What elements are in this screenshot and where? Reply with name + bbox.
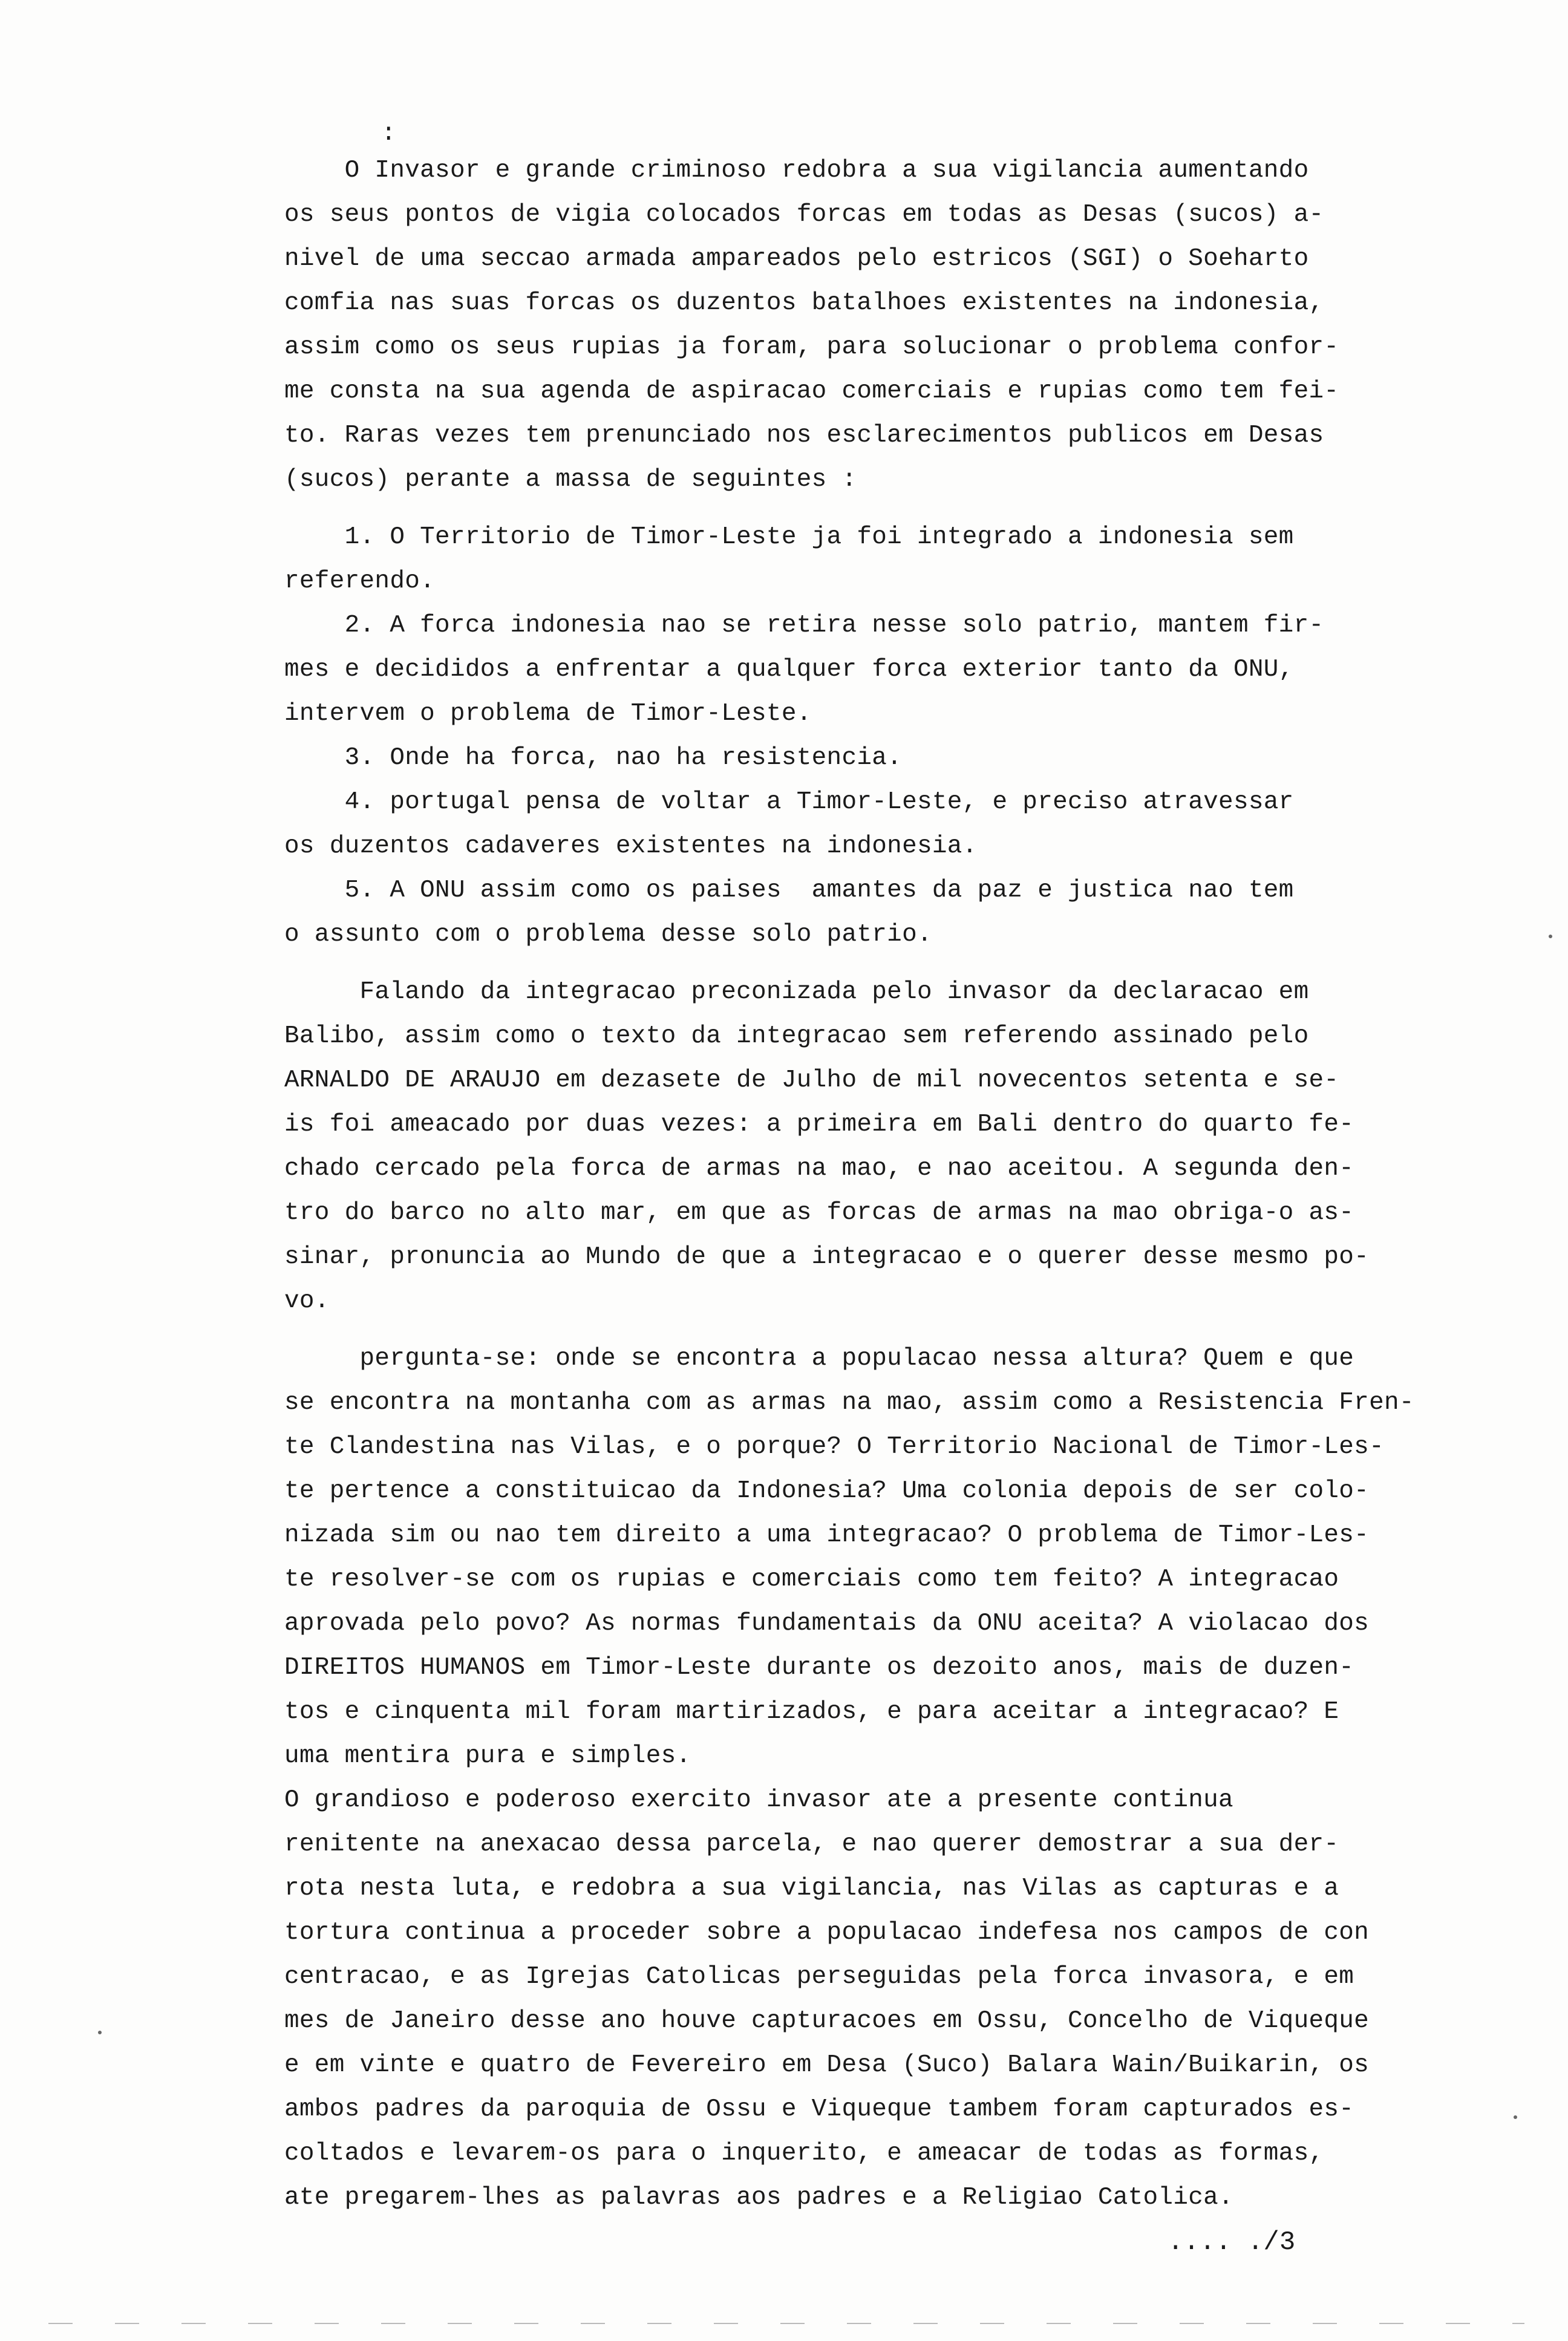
text-line: uma mentira pura e simples. xyxy=(284,1742,691,1770)
text-line: 5. A ONU assim como os paises amantes da paz e justica nao tem xyxy=(284,877,1294,904)
text-line: centracao, e as Igrejas Catolicas perseguidas pela forca invasora, e em xyxy=(284,1963,1354,1991)
text-line: O grandioso e poderoso exercito invasor ate a presente continua xyxy=(284,1786,1233,1814)
colon-marker: : xyxy=(381,120,396,148)
scan-edge-noise xyxy=(48,2323,1524,2324)
page-continuation-marker: .... ./3 xyxy=(1168,2227,1296,2258)
text-line: 3. Onde ha forca, nao ha resistencia. xyxy=(284,744,903,772)
text-line: mes e decididos a enfrentar a qualquer forca exterior tanto da ONU, xyxy=(284,656,1294,684)
text-line: rota nesta luta, e redobra a sua vigilancia, nas Vilas as capturas e a xyxy=(284,1875,1339,1902)
text-line: assim como os seus rupias ja foram, para solucionar o problema confor- xyxy=(284,333,1339,361)
paragraph-gap xyxy=(284,502,1422,515)
text-line: tos e cinquenta mil foram martirizados, e para aceitar a integracao? E xyxy=(284,1698,1339,1726)
text-line: ate pregarem-lhes as palavras aos padres e a Religiao Catolica. xyxy=(284,2184,1233,2212)
text-line: mes de Janeiro desse ano houve capturacoes em Ossu, Concelho de Viqueque xyxy=(284,2007,1370,2035)
text-line: 2. A forca indonesia nao se retira nesse solo patrio, mantem fir- xyxy=(284,612,1324,639)
text-line: is foi ameacado por duas vezes: a primeira em Bali dentro do quarto fe- xyxy=(284,1111,1354,1138)
text-line: intervem o problema de Timor-Leste. xyxy=(284,700,812,728)
text-line: os duzentos cadaveres existentes na indonesia. xyxy=(284,832,978,860)
text-line: coltados e levarem-os para o inquerito, e ameacar de todas as formas, xyxy=(284,2140,1324,2167)
text-line: te pertence a constituicao da Indonesia? Uma colonia depois de ser colo- xyxy=(284,1477,1370,1505)
text-line: comfia nas suas forcas os duzentos batalhoes existentes na indonesia, xyxy=(284,289,1324,317)
paragraph-gap xyxy=(284,1324,1422,1337)
text-line: DIREITOS HUMANOS em Timor-Leste durante os dezoito anos, mais de duzen- xyxy=(284,1654,1354,1682)
text-line: ambos padres da paroquia de Ossu e Viqueque tambem foram capturados es- xyxy=(284,2095,1354,2123)
text-line: Falando da integracao preconizada pelo invasor da declaracao em xyxy=(284,978,1309,1006)
text-line: 1. O Territorio de Timor-Leste ja foi integrado a indonesia sem xyxy=(284,523,1294,551)
paragraph-gap xyxy=(284,957,1422,970)
document-body xyxy=(284,119,1422,2220)
text-line: te Clandestina nas Vilas, e o porque? O Territorio Nacional de Timor-Les- xyxy=(284,1433,1384,1461)
text-line: sinar, pronuncia ao Mundo de que a integracao e o querer desse mesmo po- xyxy=(284,1243,1370,1271)
text-line: vo. xyxy=(284,1287,330,1315)
text-line: renitente na anexacao dessa parcela, e nao querer demostrar a sua der- xyxy=(284,1830,1339,1858)
scan-speck xyxy=(1549,935,1552,938)
text-line: nizada sim ou nao tem direito a uma integracao? O problema de Timor-Les- xyxy=(284,1521,1370,1549)
scan-speck xyxy=(1514,2115,1517,2119)
text-line: aprovada pelo povo? As normas fundamentais da ONU aceita? A violacao dos xyxy=(284,1610,1370,1637)
text-line: me consta na sua agenda de aspiracao comerciais e rupias como tem fei- xyxy=(284,377,1339,405)
text-line: tortura continua a proceder sobre a populacao indefesa nos campos de con xyxy=(284,1919,1370,1947)
text-line: nivel de uma seccao armada ampareados pelo estricos (SGI) o Soeharto xyxy=(284,245,1309,273)
text-line: Balibo, assim como o texto da integracao sem referendo assinado pelo xyxy=(284,1022,1309,1050)
text-line: (sucos) perante a massa de seguintes : xyxy=(284,466,857,494)
text-line: 4. portugal pensa de voltar a Timor-Leste, e preciso atravessar xyxy=(284,788,1294,816)
text-line: chado cercado pela forca de armas na mao, e nao aceitou. A segunda den- xyxy=(284,1155,1354,1183)
scan-speck xyxy=(98,2031,102,2034)
text-line: pergunta-se: onde se encontra a populacao nessa altura? Quem e que xyxy=(284,1345,1354,1373)
text-line: o assunto com o problema desse solo patrio. xyxy=(284,921,932,948)
text-line: te resolver-se com os rupias e comerciais como tem feito? A integracao xyxy=(284,1566,1339,1593)
text-line: os seus pontos de vigia colocados forcas em todas as Desas (sucos) a- xyxy=(284,201,1324,229)
text-line: e em vinte e quatro de Fevereiro em Desa (Suco) Balara Wain/Buikarin, os xyxy=(284,2051,1370,2079)
text-line: O Invasor e grande criminoso redobra a sua vigilancia aumentando xyxy=(284,157,1309,184)
text-line: ARNALDO DE ARAUJO em dezasete de Julho de mil novecentos setenta e se- xyxy=(284,1066,1339,1094)
text-line: to. Raras vezes tem prenunciado nos esclarecimentos publicos em Desas xyxy=(284,422,1324,449)
text-line: referendo. xyxy=(284,567,436,595)
text-line: se encontra na montanha com as armas na mao, assim como a Resistencia Fren- xyxy=(284,1389,1414,1417)
text-line: tro do barco no alto mar, em que as forcas de armas na mao obriga-o as- xyxy=(284,1199,1354,1227)
